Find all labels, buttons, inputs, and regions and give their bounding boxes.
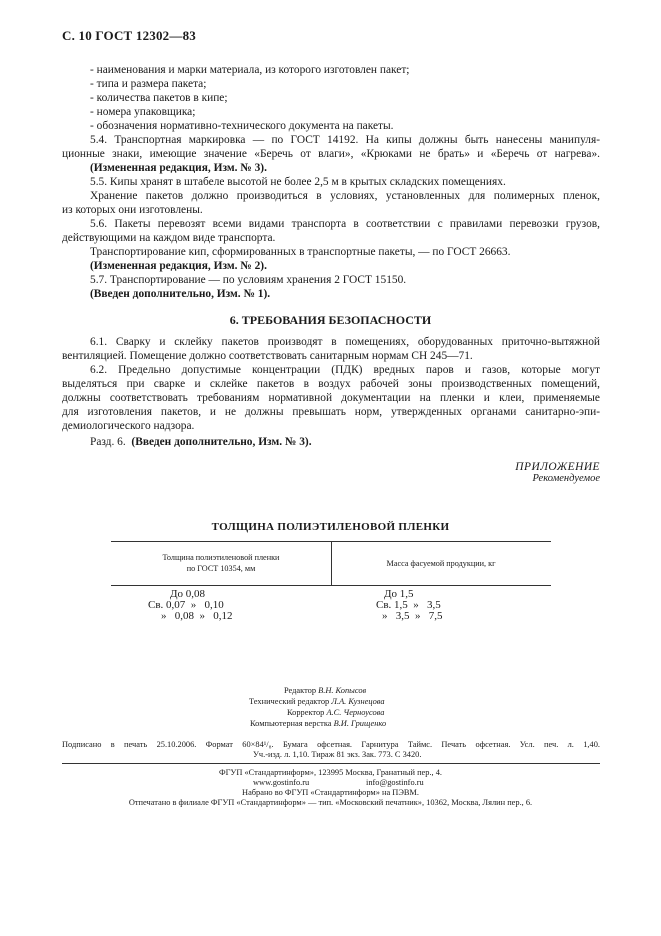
body-line: Транспортирование кип, сформированных в транспортные пакеты, — по ГОСТ 26663. [90, 246, 511, 258]
imprint-print-details: Подписано в печать 25.10.2006. Формат 60×84¹/₈. Бумага офсетная. Гарнитура Таймс. Печать офсетная. Усл. печ. л. 1,40. [62, 740, 600, 749]
imprint-publisher-web[interactable]: www.gostinfo.ru [253, 778, 310, 787]
body-line: демиологического надзора. [62, 420, 195, 432]
body-line: 5.5. Кипы хранят в штабеле высотой не более 2,5 м в крытых складских помещениях. [90, 176, 506, 188]
section-heading: 6. ТРЕБОВАНИЯ БЕЗОПАСНОСТИ [229, 313, 432, 327]
table-cell-mass: » 3,5 » 7,5 [382, 610, 443, 622]
imprint-print-details-2: Уч.-изд. л. 1,10. Тираж 81 экз. Зак. 773. С 3420. [253, 750, 422, 759]
imprint-publisher-email[interactable]: info@gostinfo.ru [366, 778, 424, 787]
body-line: - наименования и марки материала, из которого изготовлен пакет; [90, 64, 410, 76]
body-line: - номера упаковщика; [90, 106, 196, 118]
imprint-editor: Редактор В.Н. Копысов [284, 686, 367, 695]
amendment-note: (Измененная редакция, Изм. № 2). [90, 260, 267, 272]
table-cell-thickness: Св. 0,07 » 0,10 [148, 599, 224, 611]
section-note-prefix: Разд. 6. [90, 436, 126, 448]
page-header: С. 10 ГОСТ 12302—83 [62, 28, 196, 43]
imprint-typeset: Набрано во ФГУП «Стандартинформ» на ПЭВМ. [242, 788, 419, 797]
body-line: - типа и размера пакета; [90, 78, 207, 90]
body-line: для изготовления пакетов, и не должны превышать норм, утвержденных органами санитарно-эпи- [62, 406, 600, 418]
amendment-note: (Введен дополнительно, Изм. № 1). [90, 288, 271, 300]
appendix-status: Рекомендуемое [532, 473, 600, 484]
appendix-label: ПРИЛОЖЕНИЕ [515, 461, 600, 473]
table-header-rule [111, 585, 551, 586]
table-cell-thickness: » 0,08 » 0,12 [161, 610, 233, 622]
body-line: 6.2. Предельно допустимые концентрации (ПДК) вредных паров и газов, которые могут [90, 364, 600, 376]
body-line: - обозначения нормативно-технического документа на пакеты. [90, 120, 394, 132]
body-line: Хранение пакетов должно производиться в условиях, установленных для полимерных пленок, [90, 190, 600, 202]
section-note [90, 436, 312, 449]
body-line: 5.6. Пакеты перевозят всеми видами транспорта в соответствии с правилами перевозки грузов, [90, 218, 600, 230]
body-line: - количества пакетов в кипе; [90, 92, 228, 104]
table-cell-mass: Св. 1,5 » 3,5 [376, 599, 441, 611]
imprint-printed-by: Отпечатано в филиале ФГУП «Стандартинформ» — тип. «Московский печатник», 10362, Москва, Лялин пер., 6. [128, 798, 533, 807]
body-line: вентиляцией. Помещение должно соответствовать санитарным нормам СН 245—71. [62, 350, 473, 362]
table-cell-thickness: До 0,08 [170, 588, 206, 600]
body-line: из которых они изготовлены. [62, 204, 203, 216]
table-cell-mass: До 1,5 [384, 588, 414, 600]
body-line: 5.7. Транспортирование — по условиям хранения 2 ГОСТ 15150. [90, 274, 407, 286]
imprint-tech-editor: Технический редактор Л.А. Кузнецова [249, 697, 385, 706]
imprint-divider [62, 763, 600, 764]
body-line: ционные знаки, имеющие значение «Беречь от влаги», «Крюками не брать» и «Беречь от нагрева». [62, 148, 600, 160]
column-header-mass: Масса фасуемой продукции, кг [386, 559, 496, 568]
imprint-corrector: Корректор А.С. Черноусова [287, 708, 385, 717]
imprint-layout: Компьютерная верстка В.И. Грищенко [250, 719, 387, 728]
amendment-note: (Измененная редакция, Изм. № 3). [90, 162, 267, 174]
column-header-thickness: Толщина полиэтиленовой пленки по ГОСТ 10354, мм [162, 553, 280, 573]
body-line: действующими на каждом виде транспорта. [62, 232, 276, 244]
imprint-publisher: ФГУП «Стандартинформ», 123995 Москва, Гранатный пер., 4. [218, 768, 443, 777]
table-title: ТОЛЩИНА ПОЛИЭТИЛЕНОВОЙ ПЛЕНКИ [211, 521, 450, 533]
body-line: выделяться при сварке и склейке пакетов в воздух рабочей зоны производственных помещений, [62, 378, 600, 390]
body-line: 5.4. Транспортная маркировка — по ГОСТ 14192. На кипы должны быть нанесены манипуля- [90, 134, 600, 146]
body-line: должны соответствовать требованиям нормативной документации на пленки и клеи, применяемые [62, 392, 600, 404]
section-note-amendment: (Введен дополнительно, Изм. № 3). [131, 436, 312, 448]
body-line: 6.1. Сварку и склейку пакетов производят в помещениях, оборудованных приточно-вытяжной [90, 336, 600, 348]
